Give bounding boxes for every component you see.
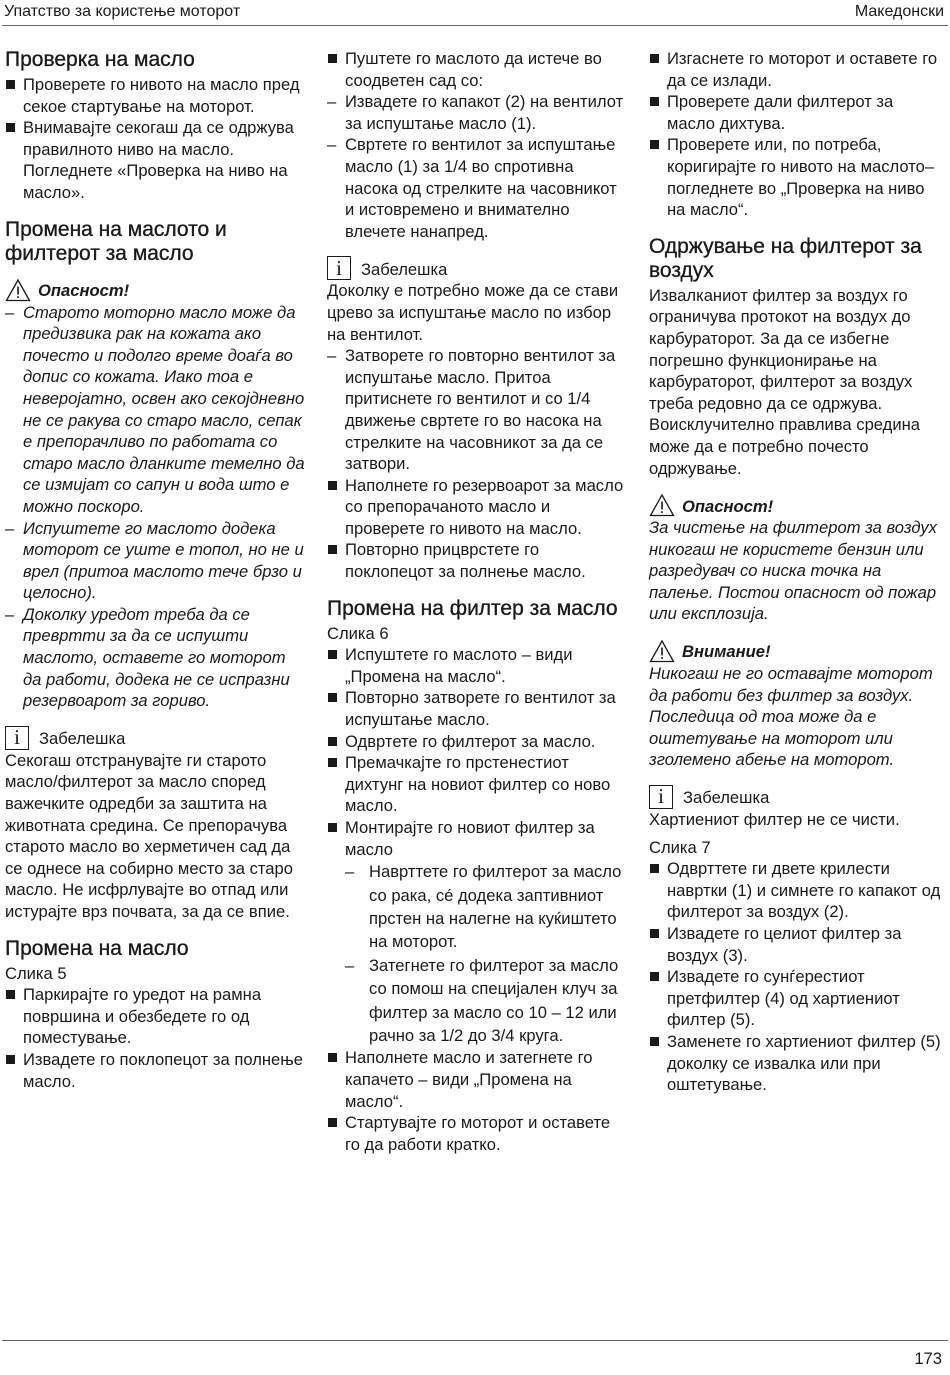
list-item-text: Заменете го хартиениот филтер (5) доколку се извалка или при оштетување. [667,1031,941,1095]
list-item-text: Одвртете го филтерот за масло. [345,731,596,751]
heading-air-filter-maintenance: Одржување на филтерот за воздух [649,234,922,282]
heading-oil-and-filter-change: Промена на маслото и филтерот за масло [5,217,227,265]
header-language: Македонски [854,3,944,20]
bullet-square-icon [6,80,15,89]
figure-reference: Слика 5 [5,963,67,983]
bullet-square-icon [328,1053,337,1062]
bullet-square-icon [328,758,337,767]
list-item-text: Повторно затворете го вентилот за испуштање масло. [345,688,616,730]
bullet-square-icon [650,929,659,938]
list-item-text: Премачкајте го прстенестиот дихтунг на новиот филтер со ново масло. [345,753,611,816]
list-item-text: Паркирајте го уредот на рамна површина и обезбедете го од поместување. [23,985,262,1048]
list-item: – Наврттете го филтерот за масло со рака, сé додека заптивниот прстен на налегне на куќиштето на моторот. [345,862,622,952]
header-divider [2,25,948,26]
list-item: – Затворете го повторно вентилот за испуштање масло. Притоа притиснете го вентилот и со 1/4 движење свртете го во насока на стрелките на часовникот за да се затвори. [327,346,616,474]
list-item-text: Извадете го сунѓерестиот претфилтер (4) од хартиениот филтер (5). [667,967,900,1030]
heading-oil-filter-change: Промена на филтер за масло [327,596,618,620]
list-item [5,984,305,1049]
list-item [327,687,627,730]
list-item-text: Доколку уредот треба да се превртти за да се испушти маслото, оставете го моторот да работи, додека не се испразни резервоарот за гориво. [23,604,290,711]
page-header [0,0,950,26]
list-item [327,644,627,687]
air-filter-text: Извалканиот филтер за воздух го ограничува протокот на воздух до карбураторот. За да се избегне погрешно функционирање на карбураторот, филтерот за воздух треба редовно да се одржува. Воисклучително правлива средина може да е потребно почесто одржување. [649,285,921,478]
bullet-square-icon [6,123,15,132]
list-item: – Испуштете го маслото додека моторот се уште е топол, но не и врел (притоа маслото тече брзо и целосно). [5,518,304,603]
bullet-square-icon [650,140,659,149]
note-heading [649,785,945,809]
warning-triangle-icon [5,278,31,302]
list-item [327,752,627,817]
note-title: Забелешка [39,729,126,749]
note-heading [327,256,627,280]
bullet-square-icon [328,693,337,702]
note-heading [5,726,305,750]
list-item [327,1047,627,1112]
list-item-text: Наполнете го резервоарот за масло со препорачаното масло и проверете го нивото на масло. [345,475,624,538]
danger-title: Опасност! [38,280,130,300]
list-item [649,1031,945,1096]
footer-divider [2,1340,948,1341]
list-item [327,731,627,753]
list-item: – Доколку уредот треба да се превртти за да се испушти маслото, оставете го моторот да работи, додека не се испразни резервоарот за гориво. [5,604,290,711]
bullet-square-icon [650,864,659,873]
list-item-text: Испуштете го маслото – види „Промена на масло“. [345,645,573,686]
info-icon: i [649,785,673,809]
bullet-square-icon [650,54,659,63]
list-item: – Свртете го вентилот за испуштање масло (1) за 1/4 во спротивна насока од стрелките на часовникот и истовремено и внимателно влечете нанапред. [327,135,617,241]
bullet-square-icon [650,1037,659,1046]
info-icon: i [5,726,29,750]
figure-reference: Слика 6 [327,623,389,643]
list-item-text: Одврттете ги двете крилести навртки (1) и симнете го капакот од филтерот за воздух (2). [667,859,941,922]
note-text: Секогаш отстранувајте ги старото масло/филтерот за масло според важечките одредби за заштита на животната средина. Се препорачува старото масло во херметичен сад да се однесе на собирно место за старо масло. Не исфрлувајте во отпад или истурајте врз почвата, за да се впие. [5,750,293,921]
bullet-square-icon [328,737,337,746]
list-item [327,48,627,91]
bullet-square-icon [328,823,337,832]
list-item: – Затегнете го филтерот за масло со помош на специјален клуч за филтер за масло со 10 – 12 или рачно за 1/2 до 3/4 круга. [345,955,619,1046]
caution-text: Никогаш не го оставајте моторот да работи без филтер за воздух. Последица од тоа може да е оштетување на моторот или зголемено абење на моторот. [649,664,933,770]
list-item: – Извадете го капакот (2) на вентилот за испуштање масло (1). [327,92,624,133]
list-item-text: Свртете го вентилот за испуштање масло (1) за 1/4 во спротивна насока од стрелките на часовникот и истовремено и внимателно влечете нанапред. [345,135,617,241]
list-item-text: Проверете или, по потреба, коригирајте го нивото на маслото– погледнете во „Проверка на ниво на масло“. [667,135,935,220]
heading-oil-change: Промена на масло [5,936,189,960]
list-item [649,134,945,220]
list-item [5,1049,305,1092]
danger-heading [5,278,305,302]
list-item-text: Затегнете го филтерот за масло со помош на специјален клуч за филтер за масло со 10 – 12 или рачно за 1/2 до 3/4 круга. [369,955,619,1046]
list-item [327,539,627,582]
list-item [5,74,305,117]
list-item-text: Внимавајте секогаш да се одржува правилното ниво на масло. Погледнете «Проверка на ниво на масло». [23,118,294,202]
list-item [649,923,945,966]
bullet-square-icon [6,990,15,999]
list-item [327,817,627,860]
list-item-text: Проверете го нивото на масло пред секое стартување на моторот. [23,75,300,116]
list-item-text: Наполнете масло и затегнете го капачето – види „Промена на масло“. [345,1048,593,1111]
danger-heading [649,493,945,517]
danger-title: Опасност! [682,496,774,516]
column-1 [5,48,305,1092]
list-item [327,1112,627,1155]
column-2 [327,48,627,1155]
bullet-square-icon [650,972,659,981]
bullet-square-icon [650,97,659,106]
bullet-square-icon [328,1118,337,1127]
note-title: Забелешка [683,788,770,808]
caution-title: Внимание! [682,642,771,662]
list-item-text: Пуштете го маслото да истече во соодветен сад со: [345,49,602,90]
caution-heading [649,639,945,663]
list-item [5,117,305,203]
list-item: – Старото моторно масло може да предизвика рак на кожата ако почесто и подолго време доаѓа во допис со кожата. Иако тоа е неверојатно, освен ако секојдневно не се ракува со старо масло, сепак е препорачливо по работата со старо масло дланките темелно да се измијат со сапун и вода што е можно поскоро. [5,302,305,516]
column-3 [649,48,945,1096]
list-item-text: Наврттете го филтерот за масло со рака, сé додека заптивниот прстен на налегне на куќиштето на моторот. [369,862,622,952]
list-item-text: Проверете дали филтерот за масло дихтува. [667,92,894,133]
note-text: Доколку е потребно може да се стави црево за испуштање масло по избор на вентилот. [327,281,619,344]
list-item [649,48,945,91]
list-item-text: Повторно прицврстете го поклопецот за полнење масло. [345,540,586,582]
bullet-square-icon [328,650,337,659]
note-text: Хартиениот филтер не се чисти. [649,810,900,830]
list-item-text: Извадете го целиот филтер за воздух (3). [667,924,902,965]
list-item-text: Испуштете го маслото додека моторот се уште е топол, но не и врел (притоа маслото тече брзо и целосно). [23,518,304,603]
warning-triangle-icon [649,639,675,663]
list-item-text: Извадете го поклопецот за полнење масло. [23,1049,303,1091]
danger-text: За чистење на филтерот за воздух никогаш не користете бензин или разредувач со ниска точка на палење. Постои опасност од пожар или експлозија. [649,518,937,624]
bullet-square-icon [328,54,337,63]
bullet-square-icon [328,481,337,490]
bullet-square-icon [6,1055,15,1064]
page-number: 173 [914,1349,942,1368]
header-manual-title: Упатство за користење моторот [4,3,241,20]
list-item [327,475,627,540]
bullet-square-icon [328,545,337,554]
list-item-text: Затворете го повторно вентилот за испуштање масло. Притоа притиснете го вентилот и со 1/4 движење свртете го во насока на стрелките на часовникот за да се затвори. [345,346,616,474]
figure-reference: Слика 7 [649,837,711,857]
list-item [649,91,945,134]
list-item-text: Монтирајте го новиот филтер за масло [345,818,595,859]
warning-triangle-icon [649,493,675,517]
list-item [649,858,945,923]
list-item-text: Извадете го капакот (2) на вентилот за испуштање масло (1). [345,92,624,133]
list-item [649,966,945,1031]
info-icon: i [327,256,351,280]
list-item-text: Изгаснете го моторот и оставете го да се излади. [667,49,938,90]
list-item-text: Стартувајте го моторот и оставете го да работи кратко. [345,1113,611,1154]
note-title: Забелешка [361,259,448,279]
list-item-text: Старото моторно масло може да предизвика рак на кожата ако почесто и подолго време доаѓа во допис со кожата. Иако тоа е неверојатно, освен ако секојдневно не се ракува со старо масло, сепак е препорачливо по работата со старо масло дланките темелно да се измијат со сапун и вода што е можно поскоро. [23,302,305,516]
heading-oil-check: Проверка на масло [5,48,195,71]
